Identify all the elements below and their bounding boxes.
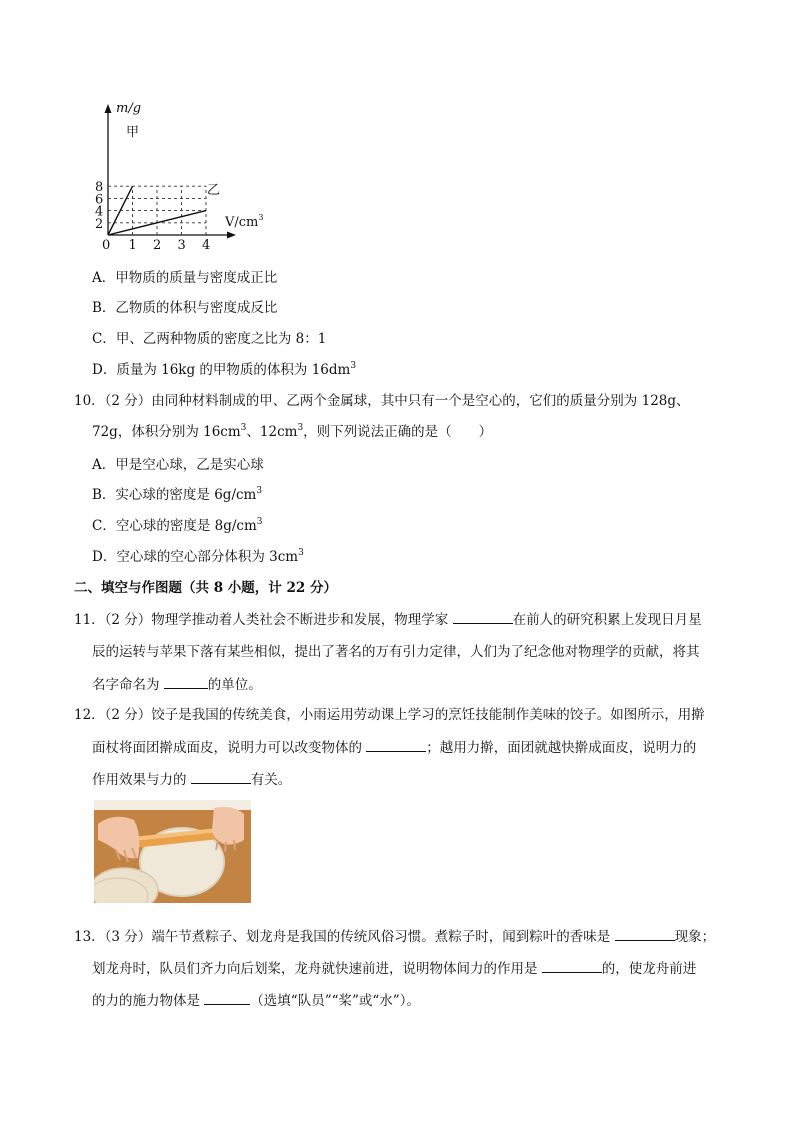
q11-line3: 名字命名为 的单位。	[92, 674, 262, 695]
x-axis-arrow	[227, 232, 236, 239]
q12-blank-1[interactable]	[366, 737, 426, 752]
q12-blank-2[interactable]	[191, 769, 251, 784]
section-2-heading: 二、填空与作图题（共 8 小题，计 22 分）	[74, 580, 337, 596]
q11-blank-1[interactable]	[453, 609, 513, 624]
q13-blank-3[interactable]	[204, 990, 250, 1005]
q11-blank-2[interactable]	[164, 674, 208, 689]
q10-stem-line2: 72g，体积分别为 $16cm^3$、$12cm^3$，则下列说法正确的是（ ）	[92, 423, 493, 440]
q12-line3: 作用效果与力的 有关。	[92, 769, 291, 790]
q12-line2: 面杖将面团擀成面皮，说明力可以改变物体的 ；越用力擀，面团就越快擀成面皮，说明力的	[92, 737, 696, 758]
tick-labels	[95, 180, 210, 253]
rolling-dough-photo	[94, 800, 251, 903]
q9-option-c: C．甲、乙两种物质的密度之比为 8：1	[92, 331, 327, 347]
q11-line2: 辰的运转与苹果下落有某些相似，提出了著名的万有引力定律，人们为了纪念他对物理学的贡献，将其	[92, 644, 700, 660]
q13-line2: 划龙舟时，队员们齐力向后划桨，龙舟就快速前进，说明物体间力的作用是 的，使龙舟前进	[92, 958, 696, 979]
y-axis-arrow	[105, 104, 112, 113]
origin-label: 0	[102, 238, 111, 253]
y-tick-label: 2	[95, 216, 104, 232]
jia-line-label: 甲	[126, 125, 140, 140]
q9-option-a: A．甲物质的质量与密度成正比	[92, 270, 278, 286]
x-tick-label: 2	[153, 238, 162, 253]
q10-stem-line1: 10．（2 分）由同种材料制成的甲、乙两个金属球，其中只有一个是空心的，它们的质量分别为 128g、	[74, 393, 690, 409]
yi-line-label: 乙	[207, 183, 221, 198]
y-tick-label: 4	[95, 204, 104, 220]
x-tick-label: 3	[177, 238, 186, 253]
q10-option-c: C．空心球的密度是 $8g/cm^3$	[92, 517, 263, 534]
y-tick-label: 8	[95, 180, 104, 196]
q13-line1: 13．（3 分）端午节煮粽子、划龙舟是我国的传统风俗习惯。煮粽子时，闻到粽叶的香味是 现象；	[74, 926, 715, 947]
mass-volume-graph	[80, 96, 280, 256]
y-tick-label: 6	[95, 192, 104, 208]
q13-blank-1[interactable]	[615, 926, 675, 941]
q13-blank-2[interactable]	[542, 958, 602, 973]
q9-option-d: D．质量为 16kg 的甲物质的体积为 $16dm^3$	[92, 361, 357, 378]
dashed-grid	[108, 186, 206, 235]
q10-option-a: A．甲是空心球，乙是实心球	[92, 457, 264, 473]
y-axis-label: m/g	[116, 101, 142, 116]
q12-line1: 12．（2 分）饺子是我国的传统美食，小雨运用劳动课上学习的烹饪技能制作美味的饺子。如图所示，用擀	[74, 707, 705, 723]
x-axis-label: $V/cm^3$	[225, 213, 264, 230]
q10-option-d: D．空心球的空心部分体积为 $3cm^3$	[92, 548, 304, 565]
q11-line1: 11．（2 分）物理学推动着人类社会不断进步和发展，物理学家 在前人的研究积累上发现日月星	[74, 609, 702, 630]
q9-option-b: B．乙物质的体积与密度成反比	[92, 300, 278, 316]
q10-option-b: B．实心球的密度是 $6g/cm^3$	[92, 486, 263, 503]
x-tick-label: 1	[128, 238, 137, 253]
x-tick-label: 4	[202, 238, 211, 253]
q13-line3: 的力的施力物体是 （选填“队员”“桨”或“水”）。	[92, 990, 420, 1011]
